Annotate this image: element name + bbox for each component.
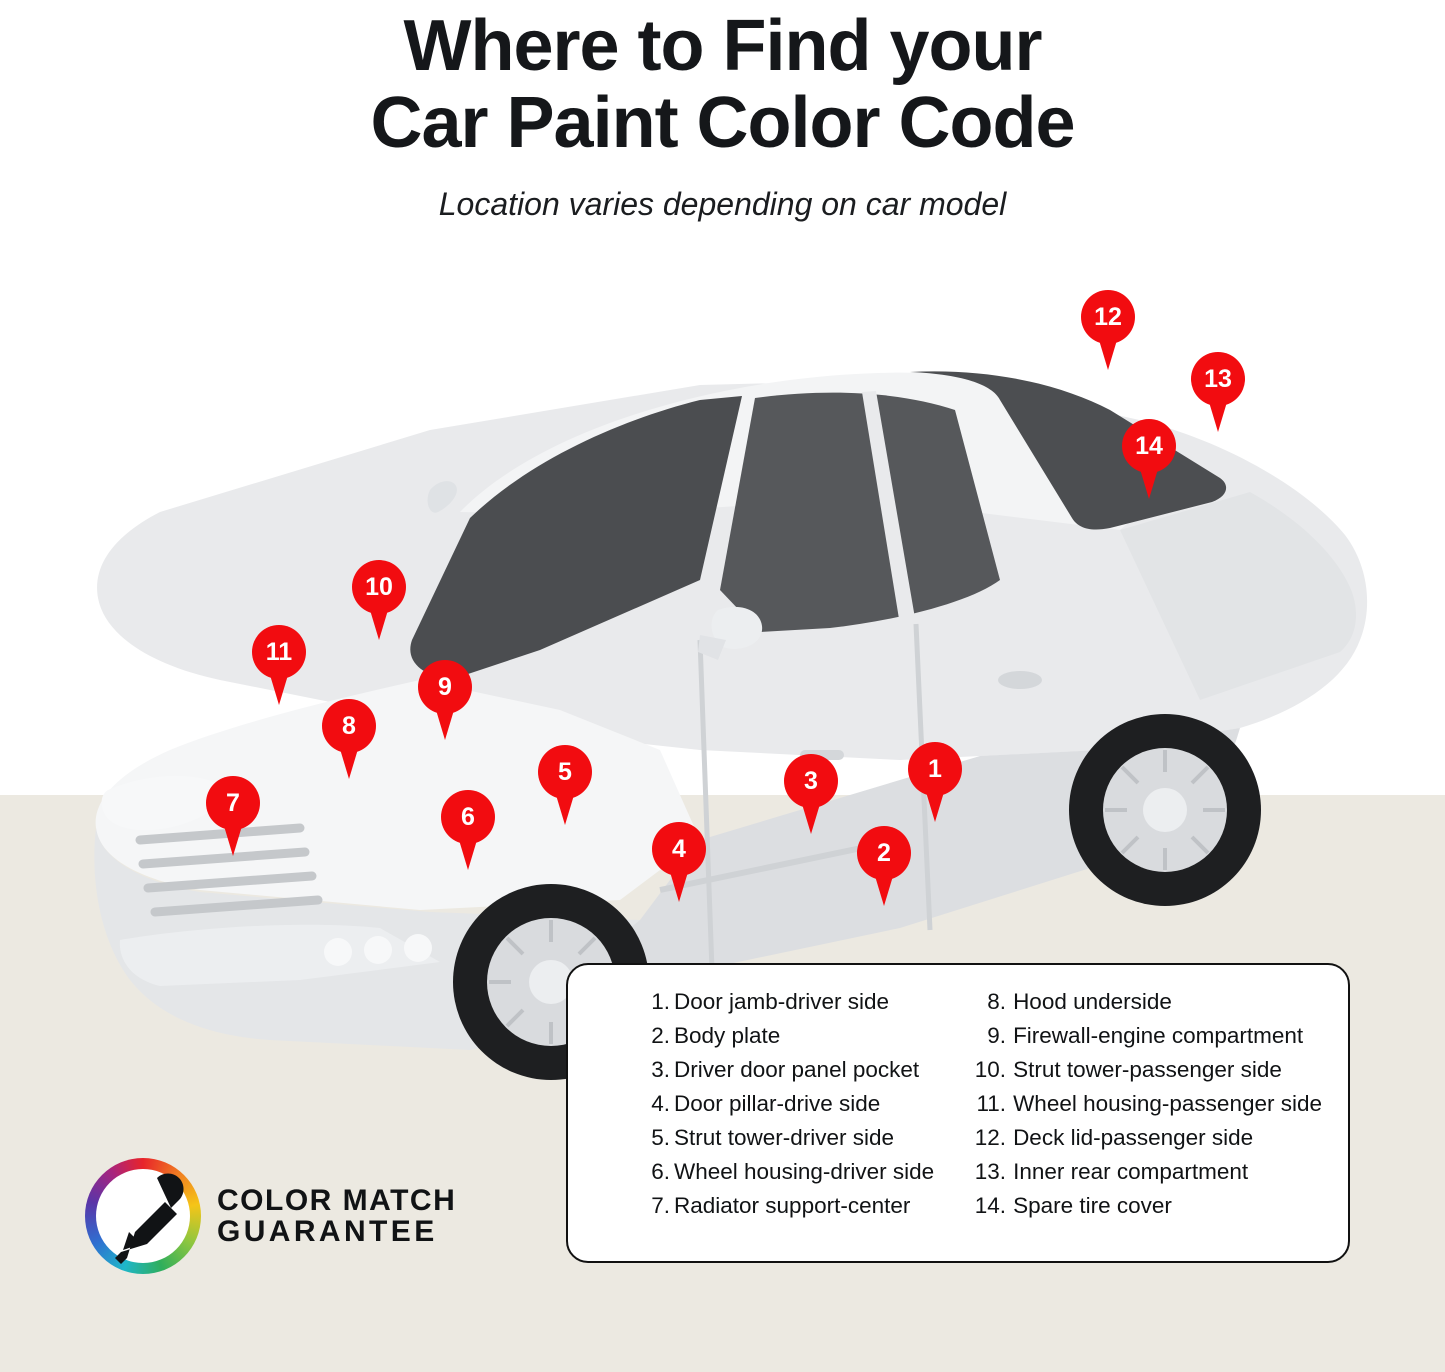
page-subtitle: Location varies depending on car model <box>438 186 1007 223</box>
legend-item <box>644 1195 942 1218</box>
header <box>0 0 1445 223</box>
map-pin-7[interactable]: 7 <box>206 776 260 830</box>
brand-line-1: COLOR MATCH <box>217 1183 457 1217</box>
map-pin-2[interactable]: 2 <box>857 826 911 880</box>
legend-item <box>972 991 1322 1014</box>
legend-item <box>972 1195 1322 1218</box>
title-line-2: Car Paint Color Code <box>370 83 1075 164</box>
legend-item-label: Deck lid-passenger side <box>1013 1125 1254 1150</box>
legend-item-number: 4. <box>651 1091 670 1116</box>
legend-column-left <box>594 991 942 1241</box>
legend-item-label: Body plate <box>674 1023 781 1048</box>
legend-item-label: Door pillar-drive side <box>674 1091 881 1116</box>
legend-item-label: Hood underside <box>1013 989 1172 1014</box>
map-pin-5[interactable]: 5 <box>538 745 592 799</box>
brand-line-2: GUARANTEE <box>217 1215 438 1248</box>
legend-item <box>644 991 942 1014</box>
legend-box <box>566 963 1350 1263</box>
map-pin-6[interactable]: 6 <box>441 790 495 844</box>
legend-item-number: 7. <box>651 1193 670 1218</box>
color-wheel-icon <box>85 1158 201 1274</box>
legend-item <box>972 1093 1322 1116</box>
legend-item <box>644 1059 942 1082</box>
legend-item-number: 12. <box>974 1125 1007 1150</box>
legend-column-right <box>954 991 1322 1241</box>
map-pin-8[interactable]: 8 <box>322 699 376 753</box>
legend-item-label: Radiator support-center <box>674 1193 911 1218</box>
legend-item <box>972 1127 1322 1150</box>
legend-item-label: Strut tower-passenger side <box>1013 1057 1282 1082</box>
legend-item <box>644 1127 942 1150</box>
legend-item <box>644 1161 942 1184</box>
eyedropper-icon <box>85 1158 201 1274</box>
legend-item-number: 8. <box>987 989 1007 1014</box>
map-pin-11[interactable]: 11 <box>252 625 306 679</box>
title-line-1: Where to Find your <box>403 6 1042 86</box>
legend-item-label: Driver door panel pocket <box>674 1057 920 1082</box>
brand-badge <box>85 1156 505 1276</box>
page-title <box>0 8 1445 162</box>
map-pin-14[interactable]: 14 <box>1122 419 1176 473</box>
legend-item <box>644 1093 942 1116</box>
legend-item <box>972 1161 1322 1184</box>
map-pin-3[interactable]: 3 <box>784 754 838 808</box>
legend-item-label: Spare tire cover <box>1013 1193 1172 1218</box>
legend-item-label: Strut tower-driver side <box>674 1125 895 1150</box>
legend-item-number: 2. <box>651 1023 670 1048</box>
legend-item-label: Door jamb-driver side <box>674 989 890 1014</box>
legend-item-number: 6. <box>651 1159 670 1184</box>
legend-item <box>644 1025 942 1048</box>
legend-item-label: Wheel housing-driver side <box>674 1159 935 1184</box>
legend-item-label: Firewall-engine compartment <box>1013 1023 1304 1048</box>
legend-item-number: 13. <box>974 1159 1007 1184</box>
legend-item-number: 11. <box>976 1091 1007 1116</box>
legend-item-number: 3. <box>651 1057 670 1082</box>
legend-item <box>972 1059 1322 1082</box>
legend-item-label: Wheel housing-passenger side <box>1013 1091 1322 1116</box>
map-pin-13[interactable]: 13 <box>1191 352 1245 406</box>
map-pin-10[interactable]: 10 <box>352 560 406 614</box>
map-pin-9[interactable]: 9 <box>418 660 472 714</box>
legend-item-number: 10. <box>974 1057 1007 1082</box>
legend-item <box>972 1025 1322 1048</box>
map-pin-1[interactable]: 1 <box>908 742 962 796</box>
map-pin-12[interactable]: 12 <box>1081 290 1135 344</box>
map-pin-4[interactable]: 4 <box>652 822 706 876</box>
legend-item-number: 14. <box>974 1193 1007 1218</box>
legend-item-number: 9. <box>987 1023 1007 1048</box>
legend-item-number: 5. <box>651 1125 670 1150</box>
legend-item-label: Inner rear compartment <box>1013 1159 1249 1184</box>
legend-item-number: 1. <box>651 989 670 1014</box>
